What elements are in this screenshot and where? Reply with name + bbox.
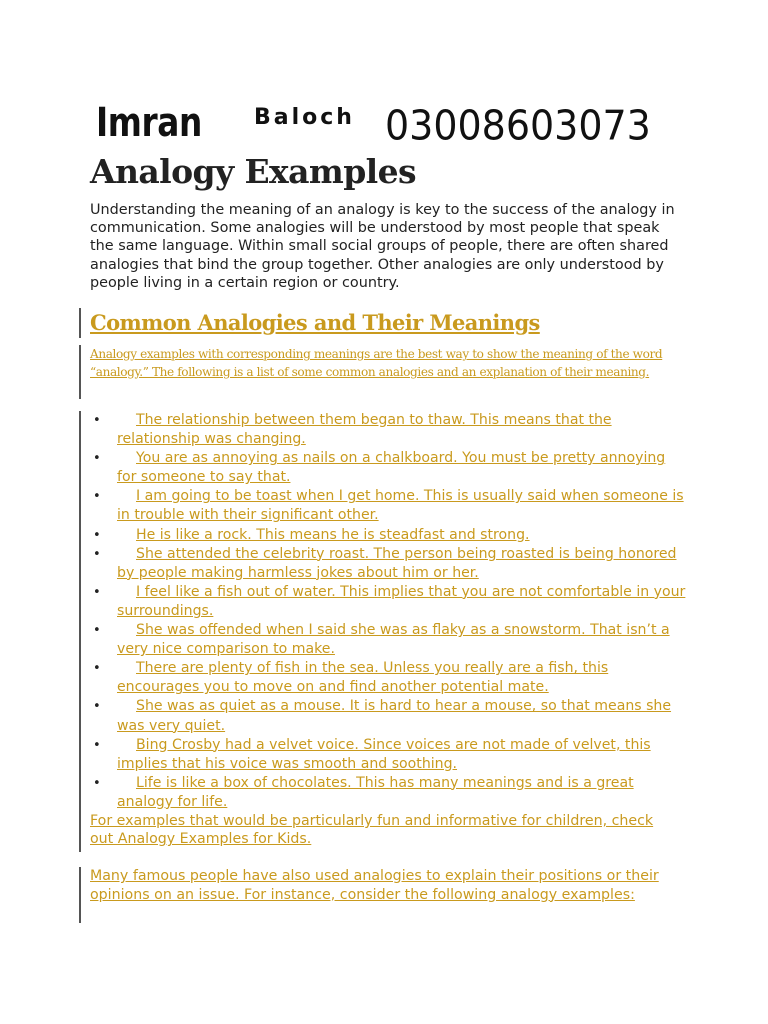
list-item	[90, 526, 686, 545]
list-item	[90, 545, 686, 583]
signature-name-first: Imran	[96, 98, 202, 144]
bullet-icon: •	[93, 413, 101, 428]
signature-phone: 03008603073	[385, 102, 651, 144]
bullet-icon: •	[93, 451, 101, 467]
analogy-link[interactable]: Life is like a box of chocolates. This has many meanings and is a great analogy for life.	[117, 774, 634, 810]
section-heading-block	[79, 308, 540, 338]
bullet-icon: •	[93, 661, 101, 677]
analogy-link[interactable]: Bing Crosby had a velvet voice. Since voices are not made of velvet, this implies that his voice was smooth and soothing.	[117, 736, 651, 772]
bullet-icon: •	[93, 527, 101, 543]
list-item	[90, 487, 686, 525]
analogy-link[interactable]: I am going to be toast when I get home. This is usually said when someone is in trouble with their significant other.	[117, 488, 684, 524]
section-intro-link[interactable]: Analogy examples with corresponding meanings are the best way to show the meaning of the word “analogy.” The following is a list of some common analogies and an explanation of their meaning.	[90, 347, 663, 380]
list-item	[90, 774, 686, 812]
analogy-list	[90, 411, 686, 812]
handwritten-signature	[96, 92, 666, 144]
bullet-icon: •	[93, 775, 101, 791]
signature-name-last: Baloch	[254, 105, 355, 130]
analogy-link[interactable]: You are as annoying as nails on a chalkboard. You must be pretty annoying for someone to say that.	[117, 450, 666, 486]
analogy-link[interactable]: There are plenty of fish in the sea. Unless you really are a fish, this encourages you to move on and find another potential mate.	[117, 660, 609, 696]
intro-paragraph: Understanding the meaning of an analogy is key to the success of the analogy in communication. Some analogies will be understood by most people that speak the same language. Within small social groups of people, there are often shared analogies that bind the group together. Other analogies are only understood by people living in a certain region or country.	[90, 202, 675, 291]
famous-people-link[interactable]: Many famous people have also used analogies to explain their positions or their opinions on an issue. For instance, consider the following analogy examples:	[90, 868, 659, 903]
list-item	[90, 697, 686, 735]
analogy-link[interactable]: The relationship between them began to thaw. This means that the relationship was changing.	[117, 412, 612, 448]
section-intro-block	[79, 345, 680, 399]
bullet-icon: •	[93, 546, 101, 562]
page-title: Analogy Examples	[90, 152, 416, 191]
list-item	[90, 736, 686, 774]
bullet-icon: •	[93, 489, 101, 505]
bullet-icon: •	[93, 623, 101, 639]
analogy-link[interactable]: She attended the celebrity roast. The person being roasted is being honored by people making harmless jokes about him or her.	[117, 545, 677, 581]
analogy-link[interactable]: I feel like a fish out of water. This implies that you are not comfortable in your surroundings.	[117, 583, 686, 619]
list-item	[90, 621, 686, 659]
bullet-icon: •	[93, 737, 101, 753]
list-item	[90, 411, 686, 449]
list-item	[90, 449, 686, 487]
kids-examples-link[interactable]: For examples that would be particularly fun and informative for children, check out Analogy Examples for Kids.	[90, 812, 654, 848]
analogy-link[interactable]: She was offended when I said she was as flaky as a snowstorm. That isn’t a very nice comparison to make.	[117, 622, 670, 658]
famous-people-block	[79, 867, 680, 923]
analogy-link[interactable]: He is like a rock. This means he is steadfast and strong.	[136, 526, 530, 543]
list-item	[90, 583, 686, 621]
bullet-icon: •	[93, 584, 101, 600]
section-heading-link[interactable]: Common Analogies and Their Meanings	[90, 310, 540, 335]
bullet-icon: •	[93, 699, 101, 715]
list-item	[90, 659, 686, 697]
analogy-link[interactable]: She was as quiet as a mouse. It is hard to hear a mouse, so that means she was very quiet.	[117, 698, 672, 734]
analogy-list-block	[79, 411, 686, 852]
